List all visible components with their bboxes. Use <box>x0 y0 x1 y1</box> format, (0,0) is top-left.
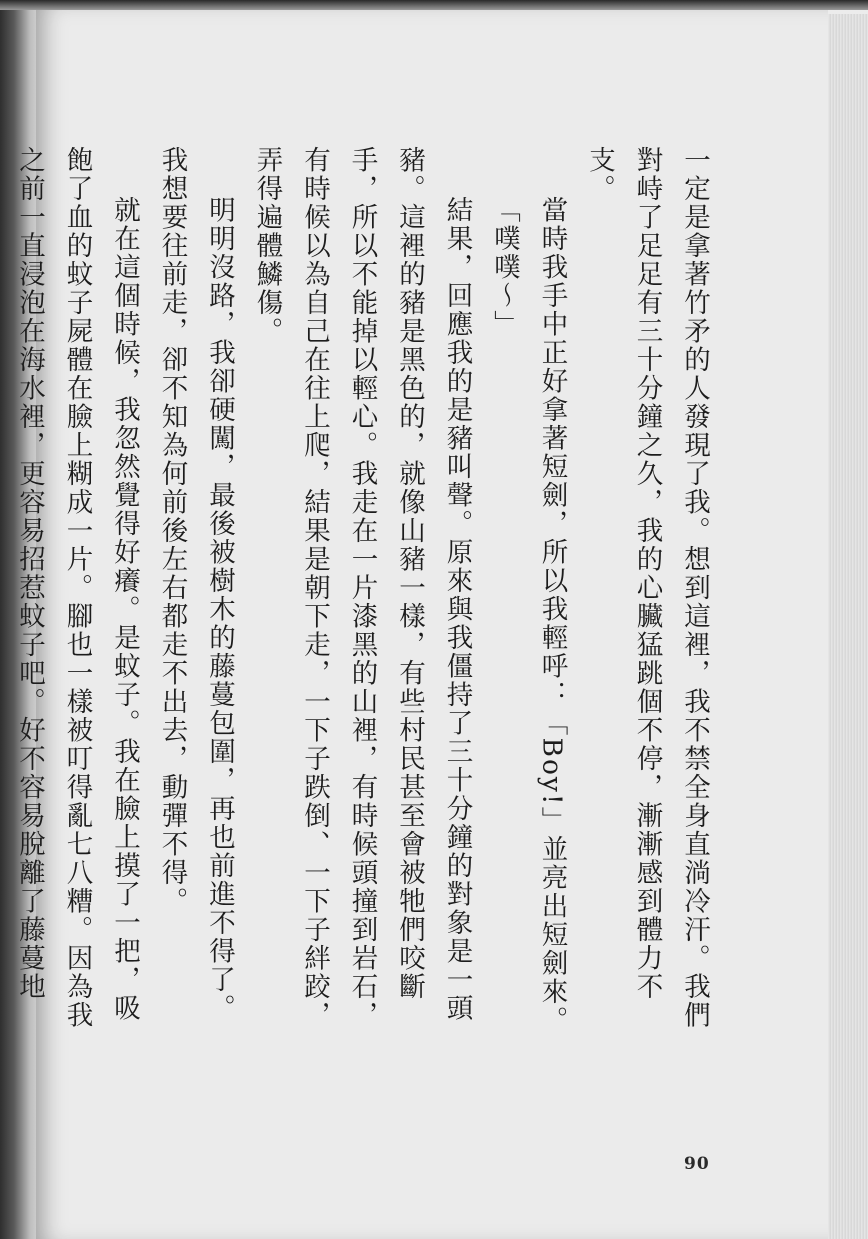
paragraph-2: 當時我手中正好拿著短劍，所以我輕呼：「Boy!」並亮出短劍來。 <box>536 196 568 1035</box>
paragraph-3: 「噗噗～」 <box>489 196 520 339</box>
paragraph-4: 結果，回應我的是豬叫聲。原來與我僵持了三十分鐘的對象是一頭豬。這裡的豬是黑色的，就像山豬一樣，有些村民甚至會被牠們咬斷手，所以不能掉以輕心。我走在一片漆黑的山裡，有時候頭撞到岩石，有時候以為自己在往上爬，結果是朝下走，一下子跌倒、一下子絆跤，弄得遍體鱗傷。 <box>251 146 473 1030</box>
page-number: 90 <box>684 1154 710 1174</box>
scan-top-shadow <box>0 0 868 10</box>
vertical-text-body <box>0 146 718 1046</box>
paragraph-1: 一定是拿著竹矛的人發現了我。想到這裡，我不禁全身直淌冷汗。我們對峙了足足有三十分鐘之久，我的心臟猛跳個不停，漸漸感到體力不支。 <box>584 146 710 1030</box>
page-edges <box>828 14 868 1239</box>
paragraph-6: 就在這個時候，我忽然覺得好癢。是蚊子。我在臉上摸了一把，吸飽了血的蚊子屍體在臉上糊成一片。腳也一樣被叮得亂七八糟。因為我之前一直浸泡在海水裡，更容易招惹蚊子吧。好不容易脫離了藤蔓地 <box>14 146 140 1030</box>
paragraph-5: 明明沒路，我卻硬闖，最後被樹木的藤蔓包圍，再也前進不得了。我想要往前走，卻不知為何前後左右都走不出去，動彈不得。 <box>156 146 235 1023</box>
